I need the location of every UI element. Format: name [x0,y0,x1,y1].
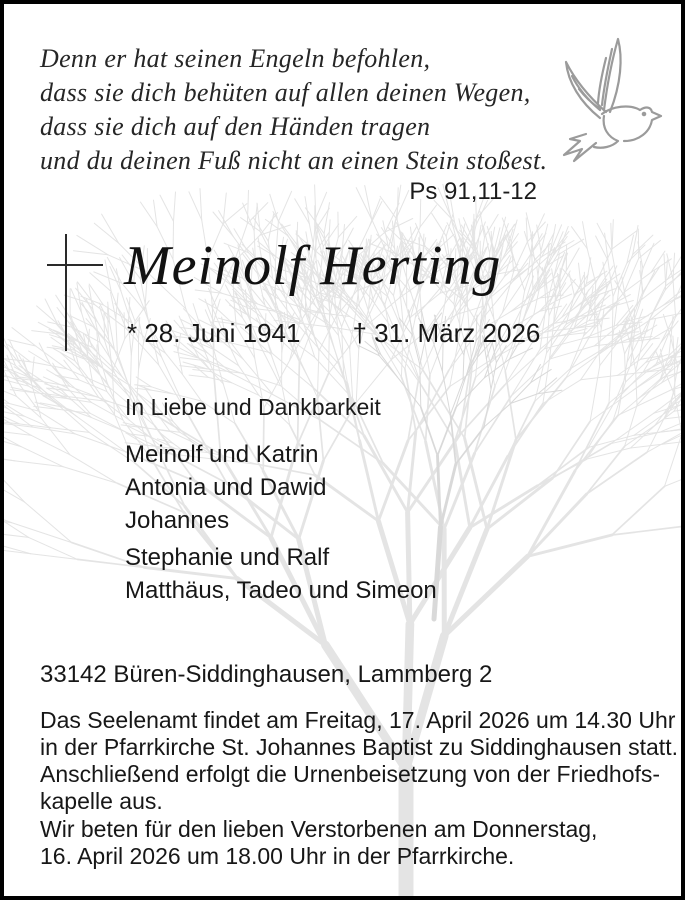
deceased-name: Meinolf Herting [124,235,502,297]
quote-line: Denn er hat seinen Engeln befohlen, [40,44,431,73]
life-dates [127,318,540,349]
tribute-line: In Liebe und Dankbarkeit [125,394,381,420]
mourners-group-1 [125,438,326,537]
prayer-paragraph [40,816,660,870]
psalm-reference: Ps 91,11-12 [409,178,537,205]
quote-line: dass sie dich behüten auf allen deinen Wegen, [40,78,531,107]
quote-line: und du deinen Fuß nicht an einen Stein stoßest. [40,146,548,175]
death-date: † 31. März 2026 [352,318,541,348]
birth-date: * 28. Juni 1941 [127,318,301,348]
psalm-quote [40,42,547,178]
mourner-line: Antonia und Dawid [125,474,327,501]
service-line: kapelle aus. [40,788,163,814]
mourner-line: Stephanie und Ralf [125,544,330,571]
service-paragraph [40,707,678,815]
address-line: 33142 Büren-Siddinghausen, Lammberg 2 [40,661,493,688]
mourner-line: Meinolf und Katrin [125,441,319,468]
service-line: in der Pfarrkirche St. Johannes Baptist zu Siddinghausen statt. [40,734,678,760]
mourner-line: Matthäus, Tadeo und Simeon [125,577,437,604]
prayer-line: Wir beten für den lieben Verstorbenen am Donnerstag, [40,816,598,842]
mourners-group-2 [125,541,437,607]
dove-icon [552,34,664,189]
cross-icon [44,232,106,354]
prayer-line: 16. April 2026 um 18.00 Uhr in der Pfarrkirche. [40,843,515,869]
service-line: Anschließend erfolgt die Urnenbeisetzung von der Friedhofs- [40,761,661,787]
quote-line: dass sie dich auf den Händen tragen [40,112,431,141]
mourner-line: Johannes [125,507,230,534]
service-line: Das Seelenamt findet am Freitag, 17. April 2026 um 14.30 Uhr [40,707,676,733]
